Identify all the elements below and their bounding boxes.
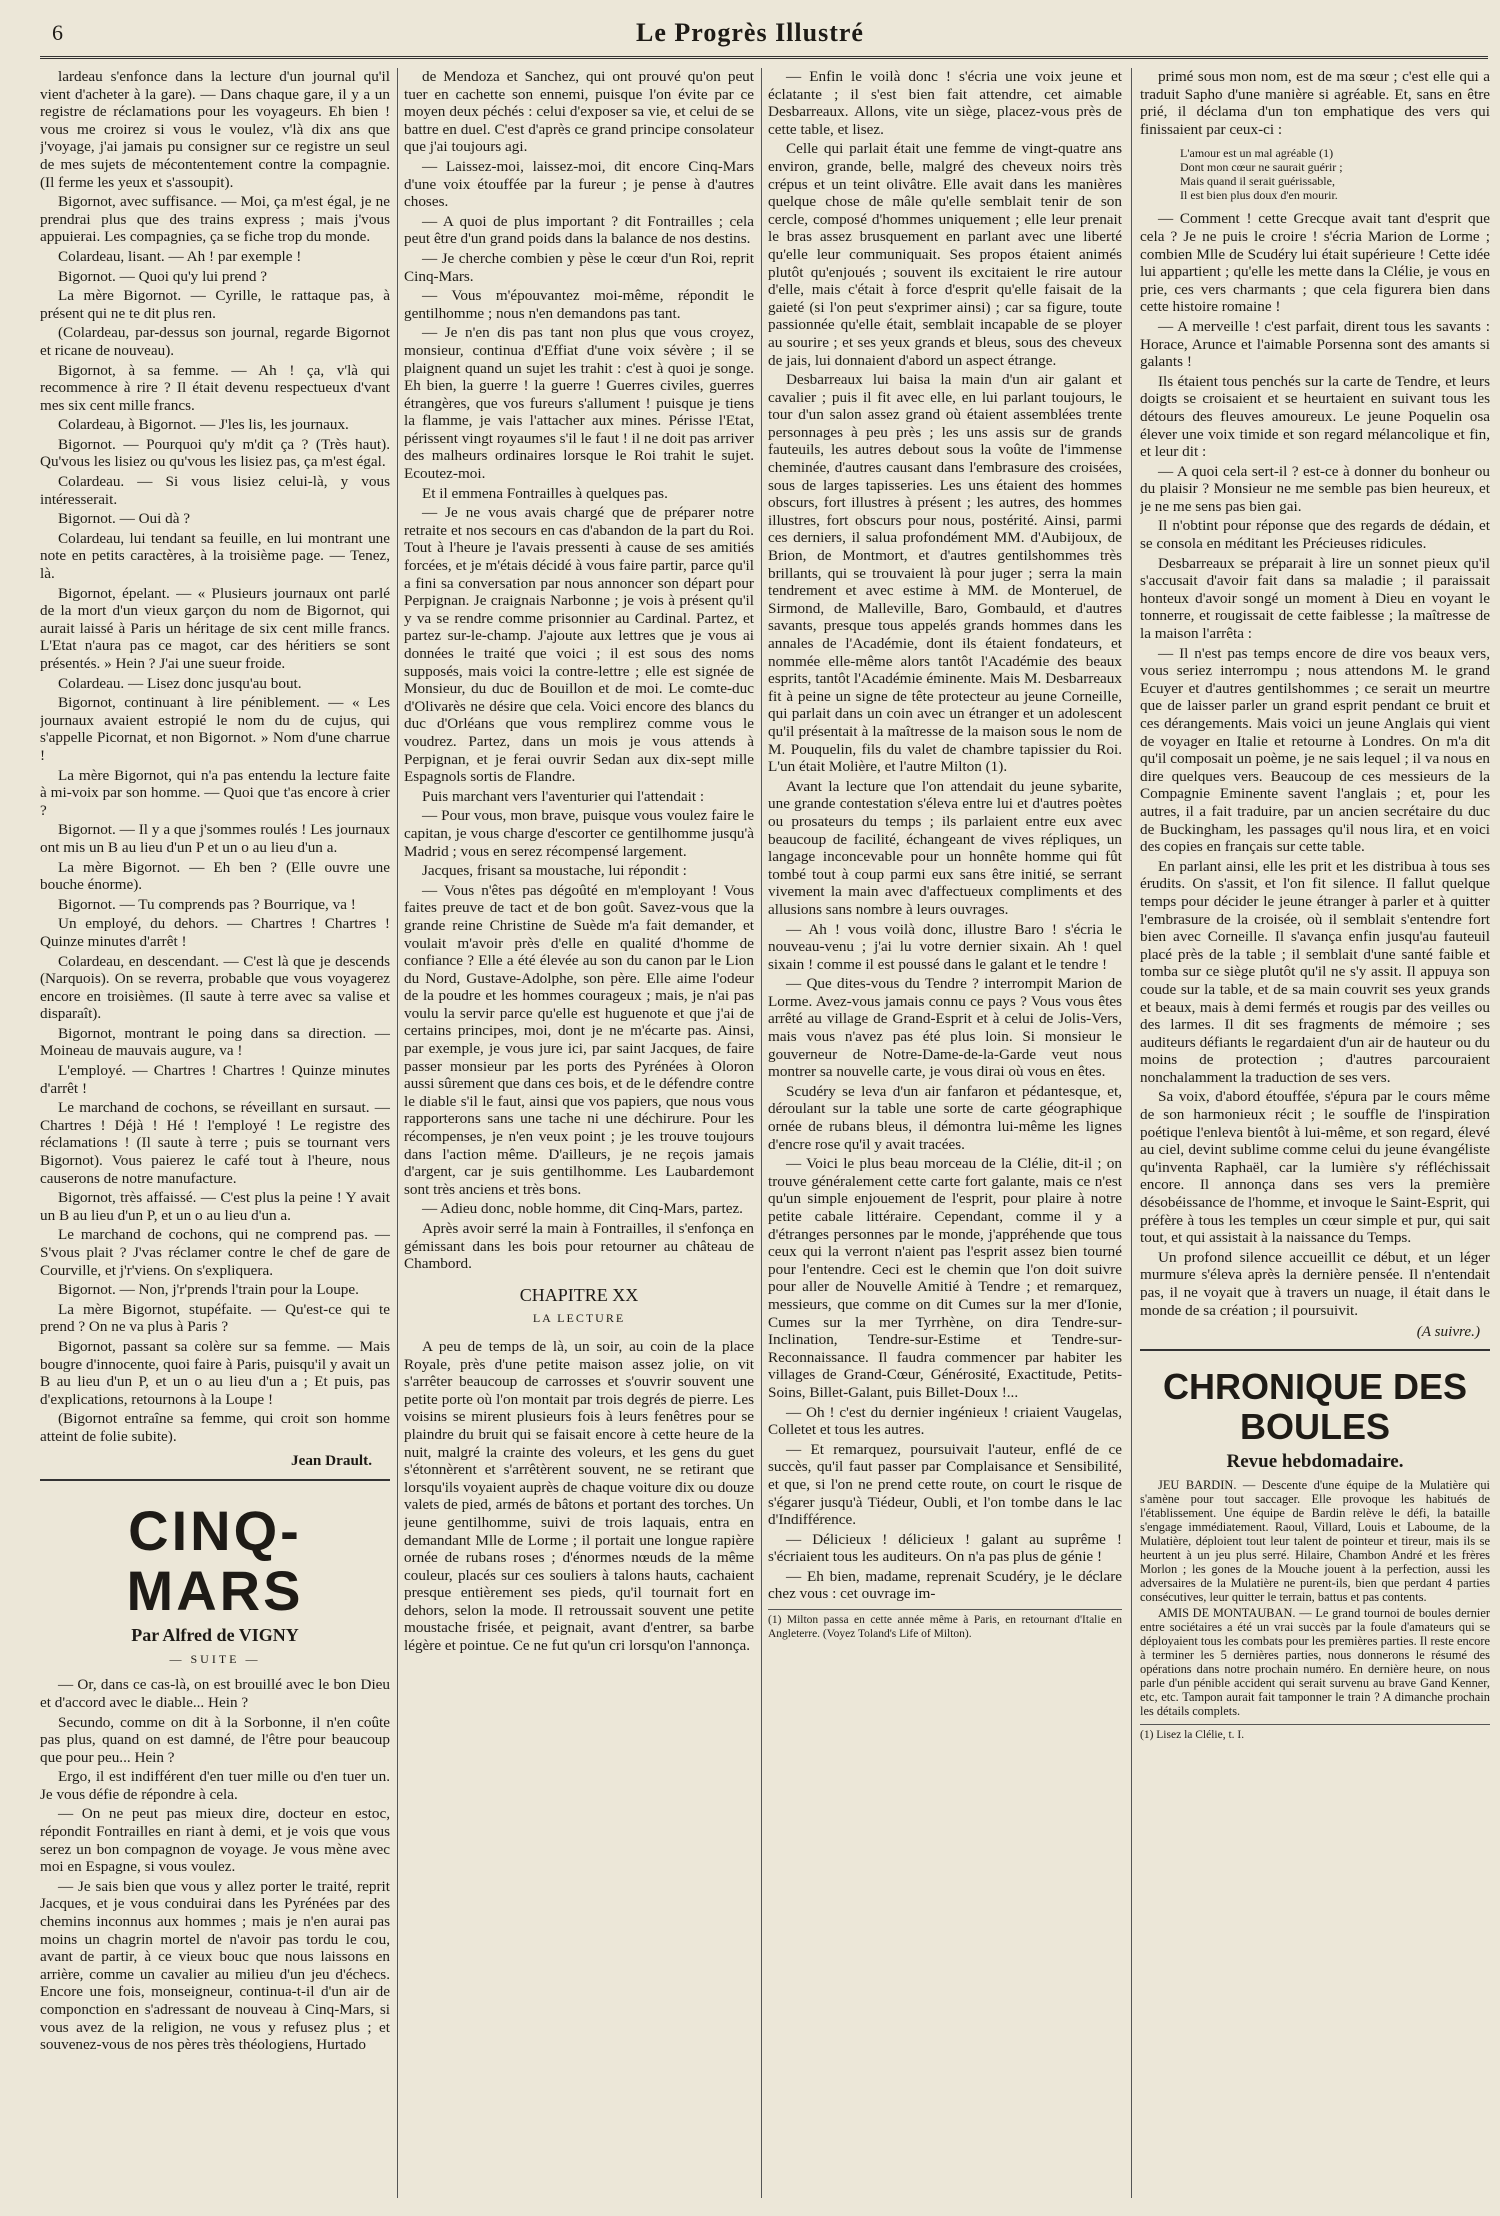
paragraph: L'employé. — Chartres ! Chartres ! Quinze minutes d'arrêt !	[40, 1062, 390, 1097]
play-text	[40, 68, 390, 1446]
paragraph: Colardeau, à Bigornot. — J'les lis, les journaux.	[58, 416, 349, 434]
paragraph: — Vous n'êtes pas dégoûté en m'employant ! Vous faites preuve de tact et de bon goût. Savez-vous que la grande reine Christine de Suède m'a fait demander, et voulait m'avoir près d'elle en qualité d'homme de confiance ? Elle a été élevée au son du canon par le Lion du Nord, Gustave-Adolphe, son père. Elle aime l'odeur de la poudre et les hommes courageux ; mais, je n'ai pas voulu la servir parce qu'elle est huguenote et que j'ai de certains principes, moi, dont je ne m'écarte pas. Ainsi, par exemple, je vous jure ici, par saint Jacques, de faire passer monsieur par les ports des Pyrénées à Oloron aussi sûrement que dans ces bois, et de le défendre contre le diable s'il le faut, ainsi que vos papiers, que nous vous rapporterons sans une tache ni une déchirure. Pour les récompenses, je n'en veux point ; je les trouve toujours dans l'action même. D'ailleurs, je ne reçois jamais d'argent, car je suis gentilhomme. Les Laubardemont sont très anciens et très bons.	[404, 881, 754, 1198]
paragraph: La mère Bigornot. — Eh ben ? (Elle ouvre une bouche énorme).	[40, 858, 390, 894]
paragraph: Bigornot. — Oui dà ?	[58, 510, 191, 528]
paragraph: Puis marchant vers l'aventurier qui l'attendait :	[422, 787, 705, 805]
paragraph: — Et remarquez, poursuivait l'auteur, enflé de ce succès, qu'il faut passer par Complaisance et Sensibilité, et que, si l'on ne prend cette route, on court le risque de s'égarer jusqu'à Tiédeur, Oubli, et l'on tombe dans le lac d'Indifférence.	[768, 1440, 1122, 1529]
paragraph: — Enfin le voilà donc ! s'écria une voix jeune et éclatante ; il s'est bien fait attendre, cet aimable Desbarreaux. Allons, vite un siège, placez-vous près de cette table, et lisez.	[768, 68, 1122, 138]
paragraph: Colardeau. — Lisez donc jusqu'au bout.	[58, 674, 302, 692]
paragraph: Jacques, frisant sa moustache, lui répondit :	[422, 862, 687, 880]
serial-text-continued	[404, 68, 754, 1273]
paragraph: Avant la lecture que l'on attendait du jeune sybarite, une grande contestation s'éleva entre lui et d'autres poètes ou prosateurs du temps ; ils parlaient entre eux avec beaucoup de facilité, échangeant de vives répliques, un langage inconcevable pour un honnête homme qui fût tombé tout à coup parmi eux sans être initié, se serrant vivement la main avec d'affectueux compliments et des allusions sans nombre à leurs ouvrages.	[768, 777, 1122, 918]
paragraph: Bigornot. — Pourquoi qu'y m'dit ça ? (Très haut). Qu'vous les lisiez ou qu'vous les lisiez pas, ça m'est égal.	[40, 435, 390, 471]
poem-quote	[1180, 146, 1490, 202]
paragraph: Ils étaient tous penchés sur la carte de Tendre, et leurs doigts se croisaient et se heurtaient en suivant tous les détours des fleuves amoureux. Le jeune Poquelin osa élever une voix timide et son regard mélancolique et fin, et leur dit :	[1140, 372, 1490, 461]
paragraph: Après avoir serré la main à Fontrailles, il s'enfonça en gémissant dans les bois pour retourner au château de Chambord.	[404, 1220, 754, 1273]
paragraph: — A quoi de plus important ? dit Fontrailles ; cela peut être d'un grand poids dans la balance de nos destins.	[404, 212, 754, 248]
column-3	[768, 68, 1122, 2208]
paragraph: Le marchand de cochons, se réveillant en sursaut. — Chartres ! Déjà ! Hé ! l'employé ! Le registre des réclamations ! (Il saute à terre ; puis se tournant vers Bigornot). Vous paierez le café tout à l'heure, nous causerons de notre manufacture.	[40, 1099, 390, 1187]
paragraph: Colardeau, lui tendant sa feuille, en lui montrant une note en petits caractères, à la troisième page. — Tenez, là.	[40, 529, 390, 583]
paragraph: (Colardeau, par-dessus son journal, regarde Bigornot et ricane de nouveau).	[40, 324, 390, 359]
paragraph: — Je sais bien que vous y allez porter le traité, reprit Jacques, et je vous conduirai dans les Pyrénées par des chemins inconnus aux hommes ; mais je n'en aurai pas moins un chagrin mortel de n'avoir pas tordu le cou, avant de partir, à ce vieux bouc que nous laissons en arrière, comme un cavalier au milieu d'un jeu d'échecs. Encore une fois, monseigneur, continua-t-il d'un air de componction en s'adressant de nouveau à Cinq-Mars, si vous avez de la religion, ne vous y refusez plus ; et souvenez-vous de nos pères très théologiens, Hurtado	[40, 1877, 390, 2054]
paragraph: La mère Bigornot, qui n'a pas entendu la lecture faite à mi-voix par son homme. — Quoi que t'as encore à crier ?	[40, 766, 390, 819]
masthead-title: Le Progrès Illustré	[636, 18, 864, 47]
paragraph: Bigornot. — Quoi qu'y lui prend ?	[58, 267, 268, 285]
paragraph: Colardeau, lisant. — Ah ! par exemple !	[58, 247, 302, 265]
chapter-text-end	[1140, 68, 1490, 138]
paragraph: lardeau s'enfonce dans la lecture d'un journal qu'il vient d'acheter à la gare). — Dans chaque gare, il y a un registre de réclamations pour les voyageurs. Eh bien ! vous me croirez si vous le voulez, v'là dix ans que j'voyage, j'ai jamais pu consigner sur ce registre un seul de mes sujets de mécontentement contre la compagnie. (Il ferme les yeux et s'assoupit).	[40, 68, 390, 191]
poem-line: Il est bien plus doux d'en mourir.	[1180, 188, 1338, 203]
paragraph: Bigornot, continuant à lire péniblement. — « Les journaux avaient estropié le nom du de cujus, qui s'appelle Picornat, et non Bigornot. » Nom d'une charrue !	[40, 694, 390, 764]
paragraph: A peu de temps de là, un soir, au coin de la place Royale, près d'une petite maison assez jolie, on vit s'arrêter beaucoup de carrosses et s'ouvrir souvent une petite porte où l'on montait par trois degrés de pierre. Les voisins se mirent plusieurs fois à leurs fenêtres pour se plaindre du bruit qui se faisait encore à cette heure de la nuit, malgré la crainte des voleurs, et les gens du guet s'étonnèrent et s'arrêtèrent souvent, ne se retirant que lorsqu'ils voyaient auprès de chaque voiture dix ou douze valets de pied, armés de bâtons et portant des torches. Un jeune gentilhomme, suivi de trois laquais, entra en demandant Mlle de Lorme ; il portait une longue rapière ornée de rubans roses ; d'énormes nœuds de la même couleur, placés sur ces souliers à talons hauts, cachaient presque entièrement ses pieds, qu'il tournait fort en dehors, selon la mode. Il retroussait souvent une petite moustache frisée, et peignait, avant d'entrer, sa barbe légère et pointue. Ce ne fut qu'un cri lorsqu'on l'annonça.	[404, 1337, 754, 1655]
page-number: 6	[52, 20, 63, 45]
chronique-title: CHRONIQUE DES BOULES	[1162, 1365, 1468, 1447]
paragraph: Secundo, comme on dit à la Sorbonne, il n'en coûte pas plus, quand on est damné, de l'être pour beaucoup que pour peu... Hein ?	[40, 1713, 390, 1766]
header-rule	[40, 56, 1488, 59]
paragraph: — Je n'en dis pas tant non plus que vous croyez, monsieur, continua d'Effiat d'une voix sévère ; il se plaignent quand un sujet les trahit : c'est à quoi je songe. Eh bien, la guerre ! la guerre ! Guerres civiles, guerres étrangères, que vos fureurs s'allument ! puisque je tiens la flamme, je vais l'attacher aux mines. Périsse l'Etat, périssent vingt royaumes s'il le faut ! il ne doit pas arriver des malheurs ordinaires lorsque le Roi trahit le sujet. Ecoutez-moi.	[404, 324, 754, 483]
paragraph: — Je ne vous avais chargé que de préparer notre retraite et nos secours en cas d'abandon de la part du Roi. Tout à l'heure je l'avais pressenti à cause de ses amitiés forcées, et je m'étais décidé à vous faire partir, parce qu'il a fini sa conversation par nous annoncer son départ pour Perpignan. Je craignais Narbonne ; je vois à présent qu'il y va se rendre comme prisonnier au Cardinal. Partez, et partez sur-le-champ. J'ajoute aux lettres que je vous ai données le traité que voici ; il est sous des noms supposés, mais voici la contre-lettre ; elle est signée de Monsieur, du duc de Bouillon et de moi. Le comte-duc d'Olivarès ne désire que cela. Voici encore des blancs du duc d'Orléans que vous remplirez comme vous le voudrez. Partez, dans un mois je vous attends à Perpignan, et je ferai ouvrir Sedan aux dix-sept mille Espagnols sortis de Flandre.	[404, 504, 754, 786]
paragraph: — Ah ! vous voilà donc, illustre Baro ! s'écria le nouveau-venu ; j'ai lu votre dernier sixain. Ah ! quel sixain ! comme il est poussé dans le galant et le tendre !	[768, 920, 1122, 973]
paragraph: La mère Bigornot, stupéfaite. — Qu'est-ce qui te prend ? On ne va plus à Paris ?	[40, 1300, 390, 1336]
paragraph: — Délicieux ! délicieux ! galant au suprême ! s'écriaient tous les auditeurs. On n'a pas plus de génie !	[768, 1530, 1122, 1566]
chronique-text	[1140, 1478, 1490, 1718]
serial-text	[40, 1676, 390, 2053]
paragraph: Bigornot, très affaissé. — C'est plus la peine ! Y avait un B au lieu d'un P, et un o au lieu d'un a.	[40, 1189, 390, 1224]
paragraph: Il n'obtint pour réponse que des regards de dédain, et se consola en méditant les Précieuses ridicules.	[1140, 517, 1490, 553]
paragraph: Bigornot, montrant le poing dans sa direction. — Moineau de mauvais augure, va !	[40, 1024, 390, 1060]
serial-byline: Par Alfred de VIGNY	[131, 1625, 299, 1646]
column-4	[1140, 68, 1490, 2208]
paragraph: Un profond silence accueillit ce début, et un léger murmure s'éleva après la dernière pensée. Il n'entendait pas, il ne voyait que à travers un nuage, il était dans le monde de sa création ; il poursuivit.	[1140, 1248, 1490, 1319]
poem-line: L'amour est un mal agréable (1)	[1180, 146, 1334, 161]
paragraph: de Mendoza et Sanchez, qui ont prouvé qu'on peut tuer en cachette son ennemi, puisque l'on évite par ce moyen deux péchés : celui d'exposer sa vie, et celui de se battre en duel. C'est d'après ce grand principe consolateur que j'ai toujours agi.	[404, 68, 754, 156]
chapter-text-continued	[768, 68, 1122, 1603]
paragraph: AMIS DE MONTAUBAN. — Le grand tournoi de boules dernier entre sociétaires a été un vrai succès par la foule d'amateurs qui se déployaient tous les combats pour les premières parties. Il reste encore à terminer les 5 dernières parties, nous donnerons le résumé des opérations dans notre prochain numéro. En dernière heure, on nous parle d'un pénible accident qui serait survenu au brave Gand Kenner, etc, etc. Tampon aurait fait tamponner le train ? A dimanche prochain les détails complets.	[1140, 1606, 1490, 1719]
paragraph: Colardeau. — Si vous lisiez celui-là, y vous intéresserait.	[40, 473, 390, 508]
footnote: (1) Lisez la Clélie, t. I.	[1140, 1724, 1490, 1743]
paragraph: — Or, dans ce cas-là, on est brouillé avec le bon Dieu et d'accord avec le diable... Hein ?	[40, 1676, 390, 1711]
paragraph: Un employé, du dehors. — Chartres ! Chartres ! Quinze minutes d'arrêt !	[40, 915, 390, 950]
paragraph: Bigornot, passant sa colère sur sa femme. — Mais bougre d'innocente, quoi faire à Paris, puisqu'il y avait un B au lieu d'un P, et un o au lieu d'un a ; Et puis, pas d'explications, retournons à la Loupe !	[40, 1337, 390, 1408]
section-rule	[40, 1479, 390, 1481]
paragraph: Celle qui parlait était une femme de vingt-quatre ans environ, grande, belle, malgré des cheveux noirs très crépus et un teint olivâtre. Elle avait dans les manières quelque chose de mâle qu'elle semblait tenir de son cercle, composé d'hommes uniquement ; elle leur prenait le bras assez brusquement en parlant avec une liberté qu'elle leur communiquait. Ses propos étaient animés plutôt qu'enjoués ; souvent ils excitaient le rire autour d'elle, mais c'était à force d'esprit qu'elle faisait de la gaieté (si l'on peut s'exprimer ainsi) ; car sa figure, toute passionnée qu'elle était, semblait incapable de se ployer au sourire ; et ses yeux grands et bleus, sous des cheveux de jais, lui donnaient d'abord un aspect étrange.	[768, 140, 1122, 369]
paragraph: Bigornot. — Tu comprends pas ? Bourrique, va !	[58, 895, 356, 913]
paragraph: En parlant ainsi, elle les prit et les distribua à tous ses érudits. On s'assit, et l'on fit silence. Il fallut quelque temps pour décider le jeune étranger à parler et à quitter l'embrasure de la croisée, où il semblait s'entendre fort bien avec Corneille. Il s'avança enfin jusqu'au fauteuil placé près de la table ; il semblait d'une santé faible et tomba sur ce siège plutôt qu'il ne s'y assit. Il appuya son coude sur la table, et de sa main couvrit ses yeux grands et beaux, mais à demi fermés et rougis par des veilles ou des larmes. Il dit ses fragments de mémoire ; ses auditeurs défiants le regardaient d'un air de hauteur ou du moins de protection ; d'autres parcouraient nonchalamment la traduction de ses vers.	[1140, 857, 1490, 1086]
paragraph: Bigornot. — Il y a que j'sommes roulés ! Les journaux ont mis un B au lieu d'un P et un o au lieu d'un a.	[40, 821, 390, 856]
chronique-subtitle: Revue hebdomadaire.	[1226, 1450, 1404, 1472]
paragraph: Ergo, il est indifférent d'en tuer mille ou d'en tuer un. Je vous défie de répondre à cela.	[40, 1768, 390, 1803]
paragraph: — Voici le plus beau morceau de la Clélie, dit-il ; on trouve généralement cette carte fort galante, mais ce n'est qu'un simple enjouement de l'esprit, pour plaire à notre petite cabale littéraire. Cependant, comme il y a d'étranges personnes par le monde, j'appréhende que tous ceux qui la verront n'aient pas l'esprit assez bien tourné pour l'entendre. Ceci est le chemin que l'on doit suivre pour aller de Nouvelle Amitié à Tendre ; et remarquez, messieurs, que comme on dit Cumes sur la mer d'Ionie, Cumes sur la mer Tyrrhène, on dira Tendre-sur-Inclination, Tendre-sur-Estime et Tendre-sur-Reconnaissance. Il faudra commencer par habiter les villages de Grand-Cœur, Générosité, Exactitude, Petits-Soins, Billet-Galant, puis Billet-Doux !...	[768, 1155, 1122, 1401]
paragraph: Bigornot, à sa femme. — Ah ! ça, v'là qui recommence à rire ? Il était devenu respectueux d'vant mes six cent mille francs.	[40, 361, 390, 414]
paragraph: — Comment ! cette Grecque avait tant d'esprit que cela ? Je ne puis le croire ! s'écria Marion de Lorme ; combien Mlle de Scudéry lui était supérieure ! Cette idée lui appartient ; qu'elle les mette dans la Clélie, je vous en prie, ces vers charmants ; que cela figurera bien dans cette histoire romaine !	[1140, 210, 1490, 316]
paragraph: Bigornot. — Non, j'r'prends l'train pour la Loupe.	[58, 1281, 359, 1299]
paragraph: — Je cherche combien y pèse le cœur d'un Roi, reprit Cinq-Mars.	[404, 249, 754, 285]
serial-title: CINQ-MARS	[126, 1499, 304, 1623]
paragraph: Bigornot, avec suffisance. — Moi, ça m'est égal, je ne prendrai plus que des trains express ; mais j'vous appuierai. Les compagnies, ça se fiche trop du monde.	[40, 193, 390, 246]
serial-suite-label: — SUITE —	[169, 1651, 261, 1666]
paragraph: — On ne peut pas mieux dire, docteur en estoc, répondit Fontrailles en riant à demi, et je vois que vous serez un bon compagnon de voyage. Je vous mène avec moi en Espagne, si vous voulez.	[40, 1805, 390, 1876]
chapter-text-end-2	[1140, 210, 1490, 1319]
paragraph: Desbarreaux lui baisa la main d'un air galant et cavalier ; puis il fit avec elle, en lui parlant toujours, le tour d'un salon assez grand où étaient assemblées trente personnages à peu près ; les uns assis sur de grands fauteuils, les autres debout sous la voûte de l'immense cheminée, d'autres causant dans l'embrasure des croisées, sous de larges tapisseries. Les uns étaient des hommes obscurs, fort illustres à présent ; les autres, des hommes illustres, fort obscurs pour nous, postérité. Ainsi, parmi ces derniers, il salua profondément MM. d'Aubijoux, de Brion, de Montmort, et d'autres gentilshommes très brillants, qui se trouvaient là pour juger ; serra la main tendrement et avec estime à MM. de Monteruel, de Sirmond, de Malleville, Baro, Gombauld, et d'autres savants, presque tous appelés grands hommes dans les annales de l'Académie, dont ils étaient fondateurs, et nommée elle-même alors tantôt l'Académie des beaux esprits, tantôt l'Académie éminente. Mais M. Desbarreaux fit à peine un signe de tête protecteur au jeune Corneille, qui parlait dans un coin avec un étranger et un adolescent qu'il présentait à la maîtresse de la maison sous le nom de M. Pouquelin, fils du valet de chambre tapissier du Roi. L'un était Molière, et l'autre Milton (1).	[768, 371, 1122, 776]
paragraph: Bigornot, épelant. — « Plusieurs journaux ont parlé de la mort d'un vieux garçon du nom de Bigornot, qui aurait laissé à Paris un héritage de six cent mille francs. L'Etat n'aura pas ce magot, car des héritiers se sont présentés. » Hein ? J'ai une sueur froide.	[40, 584, 390, 672]
paragraph: Scudéry se leva d'un air fanfaron et pédantesque, et, déroulant sur la table une sorte de carte géographique ornée de rubans bleus, il démontra lui-même les lignes d'encre rose qu'il y avait tracées.	[768, 1082, 1122, 1153]
paragraph: — Oh ! c'est du dernier ingénieux ! criaient Vaugelas, Colletet et tous les autres.	[768, 1403, 1122, 1439]
paragraph: primé sous mon nom, est de ma sœur ; c'est elle qui a traduit Sapho d'une manière si agréable. Et, sans en être prié, il déclama d'un ton emphatique des vers qui finissaient par ceux-ci :	[1140, 68, 1490, 138]
paragraph: — Vous m'épouvantez moi-même, répondit le gentilhomme ; nous n'en demandons pas tant.	[404, 287, 754, 322]
paragraph: — A merveille ! c'est parfait, dirent tous les savants : Horace, Arunce et l'aimable Porsenna sont des amants si galants !	[1140, 317, 1490, 371]
paragraph: (Bigornot entraîne sa femme, qui croit son homme atteint de folie subite).	[40, 1410, 390, 1445]
page-header	[0, 0, 1500, 50]
author-signature: Jean Drault.	[291, 1451, 372, 1469]
to-be-continued: (A suivre.)	[1416, 1323, 1480, 1341]
paragraph: — Laissez-moi, laissez-moi, dit encore Cinq-Mars d'une voix étouffée par la fureur ; je pense à d'autres choses.	[404, 157, 754, 211]
column-divider	[1131, 68, 1132, 2198]
paragraph: Le marchand de cochons, qui ne comprend pas. — S'vous plait ? J'vas réclamer contre le chef de gare de Courville, et j'r'viens. On s'expliquera.	[40, 1226, 390, 1279]
paragraph: — Adieu donc, noble homme, dit Cinq-Mars, partez.	[422, 1200, 743, 1218]
footnote: (1) Milton passa en cette année même à Paris, en retournant d'Italie en Angleterre. (Voyez Toland's Life of Milton).	[768, 1609, 1122, 1641]
paragraph: — Il n'est pas temps encore de dire vos beaux vers, vous seriez interrompu ; nous attendons M. le grand Ecuyer et d'autres gentilshommes ; ce serait un meurtre que de laisser parler un grand esprit pendant ce bruit et ces dérangements. Mais voici un jeune Anglais qui vient de voyager en Italie et retourne à Londres. On m'a dit qu'il composait un poème, je ne sais lequel ; il va nous en dire quelques vers. Beaucoup de ces messieurs de la Compagnie Eminente savent l'anglais ; et, pour les autres, il a fait traduire, par un ancien secrétaire du duc de Buckingham, les passages qu'il nous lira, et en voici des copies en français sur cette table.	[1140, 644, 1490, 856]
paragraph: La mère Bigornot. — Cyrille, le rattaque pas, à présent qui ne te dit plus ren.	[40, 287, 390, 322]
column-1	[40, 68, 390, 2208]
paragraph: — Eh bien, madame, reprenait Scudéry, je le déclare chez vous : cet ouvrage im-	[768, 1567, 1122, 1603]
paragraph: — Que dites-vous du Tendre ? interrompit Marion de Lorme. Avez-vous jamais connu ce pays ? Vous vous êtes arrêté au village de Grand-Esprit et à celui de Jolis-Vers, mais vous n'avez pas été plus loin. Si monsieur le gouverneur de Notre-Dame-de-la-Garde veut nous montrer sa nouvelle carte, je vous dirai où vous en êtes.	[768, 975, 1122, 1081]
poem-line: Mais quand il serait guérissable,	[1180, 174, 1335, 189]
paragraph: JEU BARDIN. — Descente d'une équipe de la Mulatière qui s'amène pour tout saccager. Elle provoque les habitués de l'établissement. Une équipe de Bardin relève le défi, la bataille s'engage immédiatement. Raoul, Villard, Louis et Laboume, de la Mulatière, déploient tout leur talent de pointeur et tireur, mais ils se heurtent à un jeu plus serré. Hilaire, Chambon André et les frères Morlon ; les gones de la Mouche jouent à la perfection, aussi les adversaires de la Mulatière ne purent-ils, bien que perdant 4 parties consécutives, leur quitter le terrain, battus et pas contents.	[1140, 1478, 1490, 1605]
column-divider	[761, 68, 762, 2198]
column-2	[404, 68, 754, 2208]
paragraph: — A quoi cela sert-il ? est-ce à donner du bonheur ou du plaisir ? Monsieur ne me semble pas bien heureux, et je ne me sens pas bien gai.	[1140, 462, 1490, 515]
paragraph: Et il emmena Fontrailles à quelques pas.	[422, 484, 668, 502]
chapter-heading: CHAPITRE XX	[519, 1284, 639, 1305]
section-rule	[1140, 1349, 1490, 1351]
column-divider	[397, 68, 398, 2198]
paragraph: Sa voix, d'abord étouffée, s'épura par le cours même de son harmonieux récit ; le souffle de l'inspiration poétique l'enleva bientôt à lui-même, et son regard, élevé au ciel, devint sublime comme celui du jeune évangéliste qu'inventa Raphaël, car la lumière s'y réfléchissait encore. Il annonça dans ses vers la première désobéissance de l'homme, et invoque le Saint-Esprit, qui préfère à tous les temples un cœur simple et pur, qui sait tout, et qui assistait à la naissance du Temps.	[1140, 1088, 1490, 1247]
chapter-text	[404, 1338, 754, 1655]
paragraph: Colardeau, en descendant. — C'est là que je descends (Narquois). On se reverra, probable que vous voyagerez encore en troisièmes. (Il saute à terre avec sa valise et disparaît).	[40, 952, 390, 1023]
chapter-subtitle: LA LECTURE	[532, 1311, 626, 1326]
paragraph: Desbarreaux se préparait à lire un sonnet pieux qu'il s'accusait d'avoir fait dans sa maladie ; il paraissait honteux d'avoir songé un moment à Dieu en voyant le tonnerre, et rougissait de cette faiblesse ; la maîtresse de la maison l'arrêta :	[1140, 554, 1490, 643]
paragraph: — Pour vous, mon brave, puisque vous voulez faire le capitan, je vous charge d'escorter ce gentilhomme jusqu'à Madrid ; vous en serez récompensé largement.	[404, 807, 754, 860]
poem-line: Dont mon cœur ne saurait guérir ;	[1180, 160, 1343, 175]
